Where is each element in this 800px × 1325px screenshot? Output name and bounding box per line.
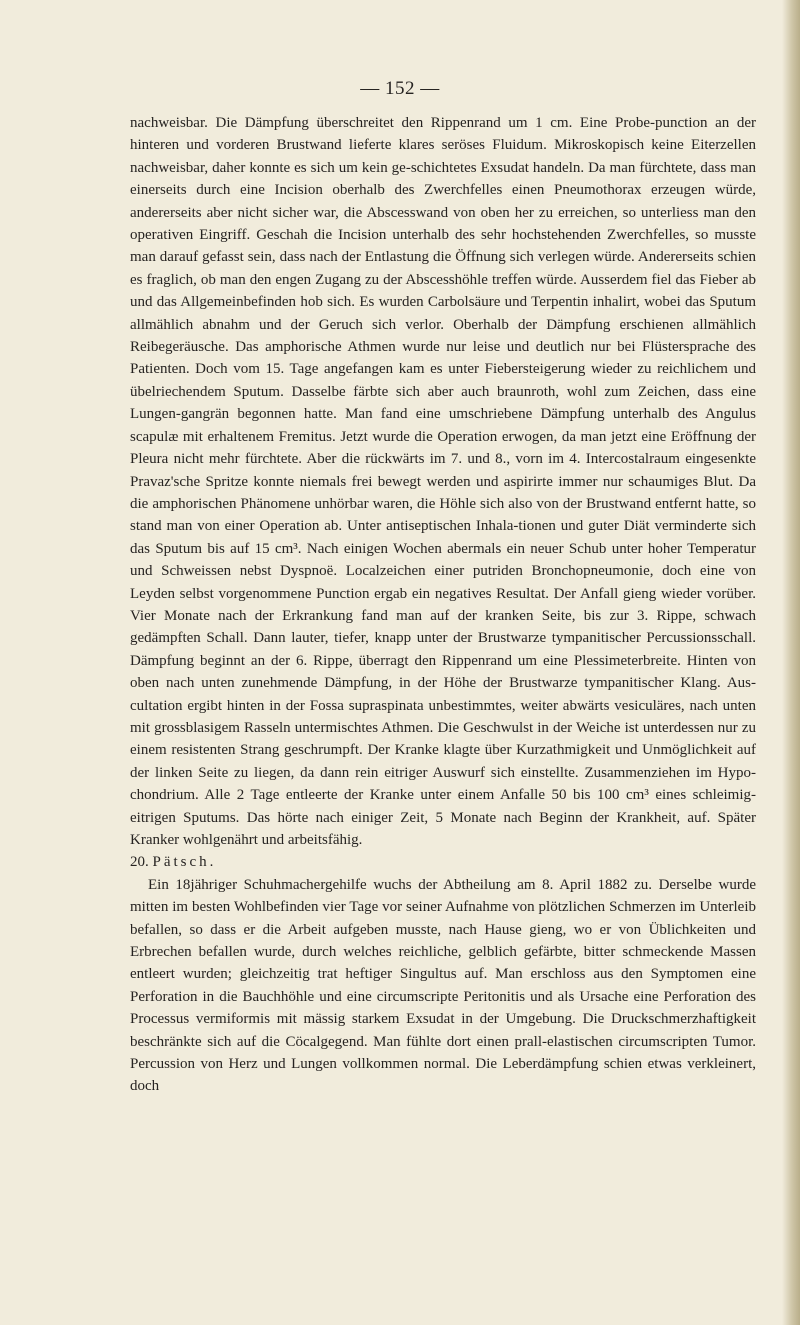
case-number: 20. — [130, 854, 149, 871]
case-name: Pätsch. — [152, 854, 217, 871]
paragraph-continued: nachweisbar. Die Dämpfung überschreitet den Rippenrand um 1 cm. Eine Probe-punction an der hinteren und vorderen Brustwand lieferte klares seröses Fluidum. Mikroskopisch keine Eiterzellen nachweisbar, daher konnte es sich um kein ge-schichtetes Exsudat handeln. Da man fürchtete, dass man einerseits durch eine Incision oberhalb des Zwerchfelles einen Pneumothorax erzeugen würde, andererseits aber nicht sicher war, die Abscesswand von oben her zu erreichen, so unterliess man den operativen Eingriff. Geschah die Incision unterhalb des sehr hochstehenden Zwerchfelles, so musste man darauf gefasst sein, dass nach der Entlastung die Öffnung sich verlegen würde. Andererseits schien es fraglich, ob man den engen Zugang zu der Abscesshöhle treffen würde. Ausserdem fiel das Fieber ab und das Allgemeinbefinden hob sich. Es wurden Carbolsäure und Terpentin inhalirt, wobei das Sputum allmählich abnahm und der Geruch sich verlor. Oberhalb der Dämpfung erschienen allmählich Reibegeräusche. Das amphorische Athmen wurde nur leise und deutlich nur bei Flüstersprache des Patienten. Doch vom 15. Tage angefangen kam es unter Fiebersteigerung wieder zu reichlichem und übelriechendem Sputum. Dasselbe färbte sich aber auch braunroth, wohl zum Zeichen, dass eine Lungen-gangrän begonnen hatte. Man fand eine umschriebene Dämpfung unterhalb des Angulus scapulæ mit erhaltenem Fremitus. Jetzt wurde die Operation erwogen, da man jetzt eine Eröffnung der Pleura nicht mehr fürchtete. Aber die rückwärts im 7. und 8., vorn im 4. Intercostalraum eingesenkte Pravaz'sche Spritze konnte niemals frei bewegt werden und aspirirte immer nur schaumiges Blut. Da die amphorischen Phänomene unhörbar waren, die Höhle sich also von der Brustwand entfernt hatte, so stand man von einer Operation ab. Unter antiseptischen Inhala-tionen und guter Diät verminderte sich das Sputum bis auf 15 cm³. Nach einigen Wochen abermals ein neuer Schub unter hoher Temperatur und Schweissen nebst Dyspnoë. Localzeichen einer putriden Bronchopneumonie, doch eine von Leyden selbst vorgenommene Punction ergab ein negatives Resultat. Der Anfall gieng wieder vorüber. Vier Monate nach der Erkrankung fand man auf der kranken Seite, bis zur 3. Rippe, schwach gedämpften Schall. Dann lauter, tiefer, knapp unter der Brustwarze tympanitischer Percussionsschall. Dämpfung beginnt an der 6. Rippe, überragt den Rippenrand um eine Plessimeterbreite. Hinten von oben nach unten zunehmende Dämpfung, in der Höhe der Brustwarze tympanitischer Klang. Aus-cultation ergibt hinten in der Fossa supraspinata unbestimmtes, weiter abwärts vesiculäres, nach unten mit grossblasigem Rasseln untermischtes Athmen. Die Geschwulst in der Weiche ist unterdessen nur zu einem resistenten Strang geschrumpft. Der Kranke klagte über Kurzathmigkeit und Unmöglichkeit auf der linken Seite zu liegen, da dann rein eitriger Auswurf sich einstellte. Zusammenziehen im Hypo-chondrium. Alle 2 Tage entleerte der Kranke unter einem Anfalle 50 bis 100 cm³ eines schleimig-eitrigen Sputums. Das hörte nach einiger Zeit, 5 Monate nach Beginn der Krankheit, auf. Später Kranker wohlgenährt und arbeitsfähig. — [130, 115, 756, 848]
case-paragraph: Ein 18jähriger Schuhmachergehilfe wuchs der Abtheilung am 8. April 1882 zu. Derselbe wurde mitten im besten Wohlbefinden vier Tage vor seiner Aufnahme von plötzlichen Schmerzen im Unterleib befallen, so dass er die Arbeit aufgeben musste, nach Hause gieng, wo er von Üblichkeiten und Erbrechen befallen wurde, durch welches reichliche, gelblich gefärbte, bitter schmeckende Massen entleert wurden; gleichzeitig trat heftiger Singultus auf. Man erschloss aus den Symptomen eine Perforation in die Bauchhöhle und eine circumscripte Peritonitis und als Ursache eine Perforation des Processus vermiformis mit mässig starkem Exsudat in der Umgebung. Die Druckschmerzhaftigkeit beschränkte sich auf die Cöcalgegend. Man fühlte dort einen prall-elastischen circumscripten Tumor. Percussion von Herz und Lungen vollkommen normal. Die Leberdämpfung schien etwas verkleinert, doch — [130, 876, 756, 1095]
body-text — [130, 112, 756, 1098]
page-number: — 152 — — [360, 78, 440, 99]
case-heading — [130, 851, 756, 873]
page-edge-shadow — [782, 0, 800, 1325]
